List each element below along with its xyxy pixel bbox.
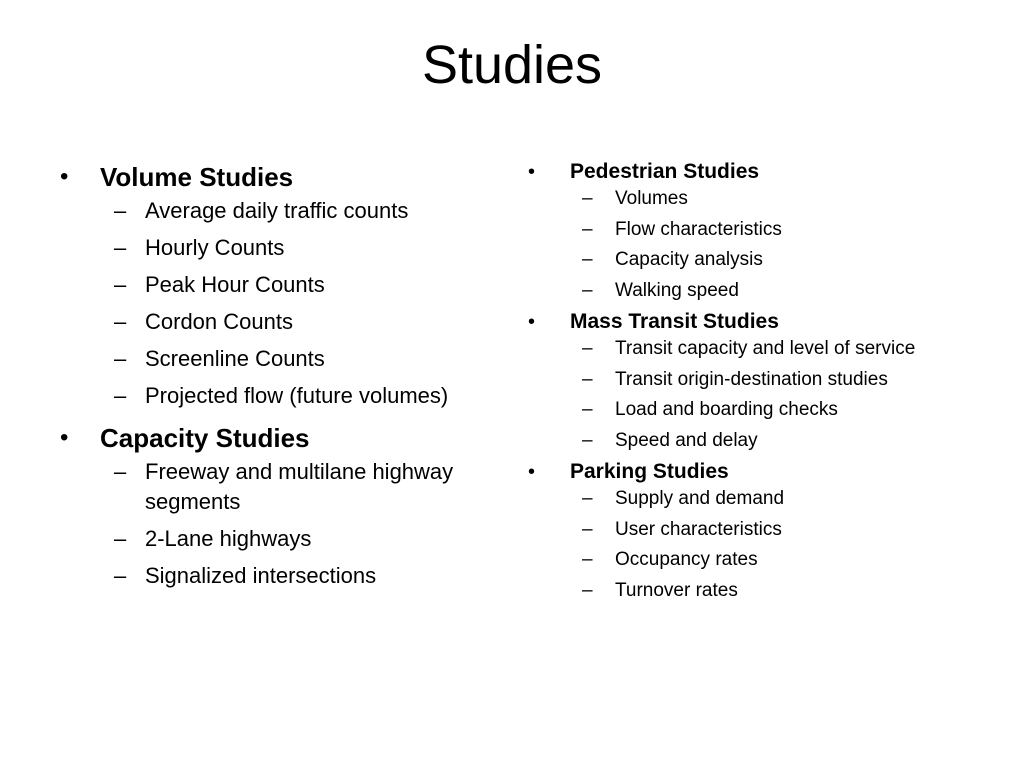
dash-icon: – — [114, 459, 127, 484]
list-item — [100, 381, 480, 411]
list-item-label: Hourly Counts — [145, 235, 285, 260]
dash-icon: – — [114, 526, 127, 551]
section-parking-studies — [528, 458, 998, 603]
sub-list — [570, 486, 998, 603]
bullet-icon: • — [60, 163, 69, 190]
list-item-label: Load and boarding checks — [615, 399, 838, 420]
sub-list — [570, 336, 998, 453]
list-item-label: Supply and demand — [615, 488, 785, 509]
section-heading: Pedestrian Studies — [570, 160, 760, 183]
list-item — [100, 561, 480, 591]
list-item — [100, 307, 480, 337]
dash-icon: – — [582, 518, 593, 540]
dash-icon: – — [114, 383, 127, 408]
list-item — [570, 547, 998, 572]
list-item-label: Cordon Counts — [145, 309, 293, 334]
bullet-icon: • — [60, 424, 69, 451]
list-item-label: Screenline Counts — [145, 346, 325, 371]
sub-list — [100, 196, 480, 411]
list-item — [570, 217, 998, 242]
list-item-label: Projected flow (future volumes) — [145, 383, 449, 408]
list-item — [570, 578, 998, 603]
left-section-list — [60, 158, 480, 591]
list-item-label: Walking speed — [615, 279, 739, 301]
list-item — [570, 517, 998, 542]
list-item-label: Transit origin-destination studies — [615, 368, 888, 390]
list-item — [100, 196, 480, 226]
section-mass-transit-studies — [528, 308, 998, 453]
dash-icon: – — [582, 429, 593, 451]
list-item — [100, 457, 480, 517]
dash-icon: – — [114, 346, 127, 371]
dash-icon: – — [114, 235, 127, 260]
list-item-label: Flow characteristics — [615, 218, 782, 240]
list-item-label: User characteristics — [615, 518, 782, 540]
dash-icon: – — [582, 249, 593, 270]
dash-icon: – — [114, 272, 127, 297]
list-item-label: Speed and delay — [615, 429, 758, 451]
right-section-list — [528, 158, 998, 603]
list-item — [570, 486, 998, 511]
list-item — [570, 428, 998, 453]
list-item — [100, 270, 480, 300]
list-item — [570, 278, 998, 303]
bullet-icon: • — [528, 161, 536, 183]
dash-icon: – — [582, 218, 593, 240]
dash-icon: – — [582, 368, 593, 390]
section-pedestrian-studies — [528, 158, 998, 303]
section-heading: Volume Studies — [100, 162, 294, 192]
list-item — [570, 336, 998, 361]
list-item-label: Average daily traffic counts — [145, 198, 409, 223]
dash-icon: – — [114, 198, 127, 223]
list-item-label: Occupancy rates — [615, 549, 758, 570]
left-column — [60, 158, 480, 599]
dash-icon: – — [582, 549, 593, 570]
list-item — [100, 524, 480, 554]
list-item — [570, 397, 998, 422]
list-item — [100, 344, 480, 374]
list-item-label: Signalized intersections — [145, 563, 377, 588]
list-item — [570, 247, 998, 272]
slide-title: Studies — [421, 35, 603, 95]
dash-icon: – — [582, 188, 593, 209]
right-column — [528, 158, 998, 608]
sub-list — [100, 457, 480, 591]
dash-icon: – — [582, 279, 593, 301]
list-item-label: Capacity analysis — [615, 249, 763, 270]
list-item-label: 2-Lane highways — [145, 526, 312, 551]
section-heading: Mass Transit Studies — [570, 310, 779, 333]
list-item — [570, 186, 998, 211]
bullet-icon: • — [528, 461, 536, 483]
list-item-label: Peak Hour Counts — [145, 272, 325, 297]
dash-icon: – — [582, 338, 593, 359]
sub-list — [570, 186, 998, 303]
list-item — [100, 233, 480, 263]
list-item-label: Transit capacity and level of service — [615, 338, 916, 359]
bullet-icon: • — [528, 311, 536, 333]
section-capacity-studies — [60, 419, 480, 591]
list-item-label: Freeway and multilane highway segments — [145, 459, 454, 514]
dash-icon: – — [582, 399, 593, 420]
section-heading: Capacity Studies — [100, 423, 310, 453]
dash-icon: – — [582, 579, 593, 601]
dash-icon: – — [114, 309, 127, 334]
list-item-label: Volumes — [615, 188, 688, 209]
dash-icon: – — [582, 488, 593, 509]
section-volume-studies — [60, 158, 480, 411]
list-item-label: Turnover rates — [615, 579, 738, 601]
section-heading: Parking Studies — [570, 460, 729, 483]
dash-icon: – — [114, 563, 127, 588]
list-item — [570, 367, 998, 392]
